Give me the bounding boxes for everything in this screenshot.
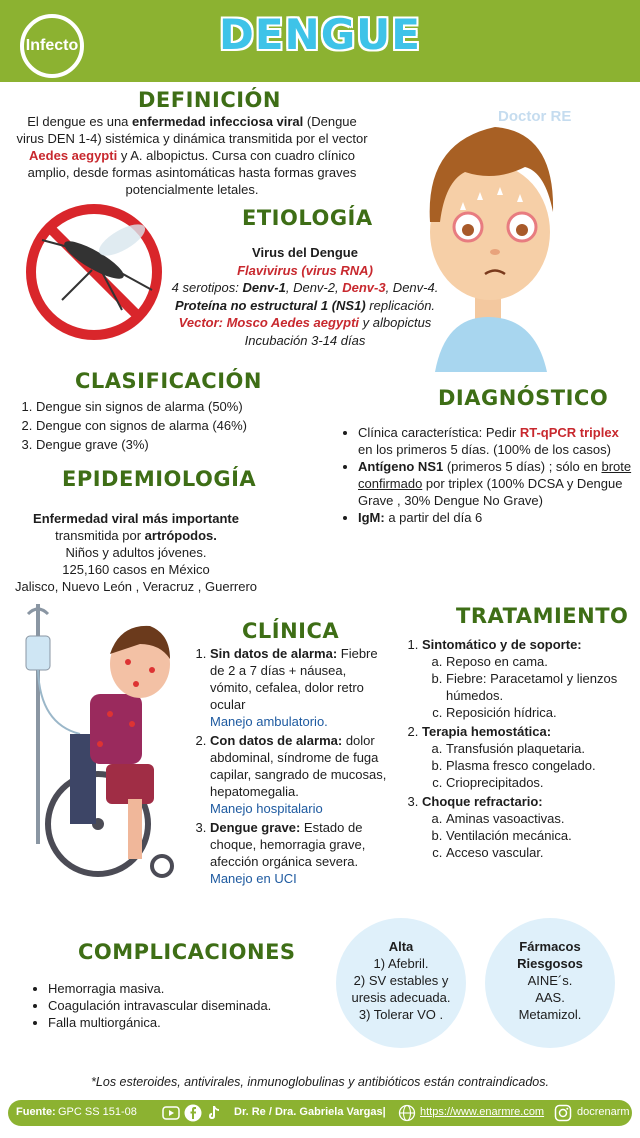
page-title: DENGUE: [219, 10, 421, 59]
etiologia-line2: Flavivirus (virus RNA): [237, 262, 373, 278]
tratamiento-list: [402, 636, 638, 863]
trat-item: a. Aminas vasoactivas.: [446, 810, 638, 827]
clasificacion-item: 3. Dengue grave (3%): [36, 436, 306, 453]
complicaciones-list: [30, 980, 310, 1031]
diagnostico-item: [358, 424, 636, 458]
definicion-text: [14, 113, 370, 198]
dx-i2a: Antígeno NS1: [358, 459, 444, 474]
epi-l4: 125,160 casos en México: [62, 562, 210, 577]
complicacion-item: • Hemorragia masiva.: [48, 980, 310, 997]
alta-l3: 3) Tolerar VO .: [358, 1007, 444, 1022]
clinica-c1b: Fiebre de 2 a 7 días + náusea, vómito, cefalea, dolor retro ocular: [210, 646, 378, 712]
trat-item: c. Acceso vascular.: [446, 844, 638, 861]
epi-l5: Jalisco, Nuevo León , Veracruz , Guerrero: [14, 579, 258, 594]
etiologia-l6: Incubación 3-14 días: [244, 332, 366, 348]
trat-item: a. Reposo en cama.: [446, 653, 638, 670]
dx-i3a: IgM:: [358, 510, 385, 525]
dx-i1c: en los primeros 5 días. (100% de los casos): [358, 442, 611, 457]
footer-bar: [8, 1100, 632, 1126]
tiktok-icon[interactable]: [206, 1104, 224, 1122]
trat-s2: Terapia hemostática:: [422, 724, 552, 739]
epidemiologia-heading: EPIDEMIOLOGÍA: [62, 467, 257, 491]
clasificacion-heading: CLASIFICACIÓN: [75, 369, 262, 393]
trat-item: b. Plasma fresco congelado.: [446, 757, 638, 774]
farmacos-l1: AINE´s.: [527, 973, 573, 988]
definicion-t2: (Dengue virus DEN 1-4) sistémica y dinámica transmitida por el vector: [16, 114, 368, 146]
dx-i2c: brote confirmado: [358, 459, 632, 491]
dx-i1b: RT-qPCR triplex: [519, 425, 619, 440]
tratamiento-section: [422, 793, 638, 861]
dx-i2d: por triplex (100% DCSA y Dengue Grave , 30% Dengue No Grave): [358, 476, 623, 508]
clinica-c2c: Manejo hospitalario: [210, 801, 323, 816]
clinica-item: [210, 645, 390, 730]
etiologia-l3c: , Denv-2,: [285, 280, 343, 295]
complicacion-item: • Falla multiorgánica.: [48, 1014, 310, 1031]
etiologia-l3a: 4 serotipos:: [171, 280, 243, 295]
globe-icon: [398, 1104, 416, 1122]
etiologia-l3d: Denv-3: [342, 280, 386, 295]
trat-s3: Choque refractario:: [422, 794, 543, 809]
footer-authors: Dr. Re / Dra. Gabriela Vargas|: [234, 1106, 386, 1118]
instagram-icon[interactable]: [554, 1104, 572, 1122]
dx-i3b: a partir del día 6: [384, 510, 483, 525]
wheelchair-patient-illustration: [10, 604, 185, 884]
etiologia-heading: ETIOLOGÍA: [242, 206, 373, 230]
trat-item: c. Crioprecipitados.: [446, 774, 638, 791]
clasificacion-list: [16, 398, 306, 455]
diagnostico-heading: DIAGNÓSTICO: [438, 386, 609, 410]
complicacion-item: • Coagulación intravascular diseminada.: [48, 997, 310, 1014]
etiologia-line1: Virus del Dengue: [252, 245, 358, 260]
etiologia-l5b: y albopictus: [359, 315, 432, 330]
clinica-c3a: Dengue grave:: [210, 820, 301, 835]
definicion-heading: DEFINICIÓN: [138, 88, 281, 112]
definicion-t1: El dengue es una: [27, 114, 133, 129]
trat-item: b. Ventilación mecánica.: [446, 827, 638, 844]
farmacos-l3: Metamizol.: [518, 1007, 582, 1022]
trat-item: c. Reposición hídrica.: [446, 704, 638, 721]
complicaciones-heading: COMPLICACIONES: [78, 940, 296, 964]
footer-fuente: GPC SS 151-08: [58, 1106, 137, 1118]
trat-item: a. Transfusión plaquetaria.: [446, 740, 638, 757]
etiologia-l4a: Proteína no estructural 1 (NS1): [174, 297, 366, 313]
clinica-c3c: Manejo en UCI: [210, 871, 297, 886]
farmacos-l2: AAS.: [535, 990, 565, 1005]
youtube-icon[interactable]: [162, 1104, 180, 1122]
badge-label: Infecto: [25, 37, 79, 54]
alta-title: Alta: [388, 939, 414, 954]
footer-url-link[interactable]: https://www.enarmre.com: [420, 1106, 545, 1118]
clinica-item: [210, 732, 390, 817]
sick-boy-illustration: [425, 112, 595, 372]
etiologia-l5a: Vector: Mosco Aedes aegypti: [178, 315, 360, 330]
tratamiento-section: [422, 636, 638, 721]
clinica-c1c: Manejo ambulatorio.: [210, 714, 328, 729]
diagnostico-list: [340, 424, 636, 526]
contraindication-note: *Los esteroides, antivirales, inmunoglobulinas y antibióticos están contraindicados.: [91, 1075, 549, 1089]
clinica-heading: CLÍNICA: [242, 619, 340, 643]
clinica-item: [210, 819, 390, 887]
etiologia-l3e: , Denv-4.: [385, 280, 439, 295]
trat-s1: Sintomático y de soporte:: [422, 637, 582, 652]
dx-i2b: (primeros 5 días) ; sólo en: [443, 459, 602, 474]
trat-item: b. Fiebre: Paracetamol y lienzos húmedos.: [446, 670, 638, 704]
farmacos-title: Fármacos Riesgosos: [517, 939, 583, 971]
clinica-c1a: Sin datos de alarma:: [210, 646, 338, 661]
footer-handle[interactable]: docrenarm: [577, 1106, 630, 1118]
diagnostico-item: [358, 458, 636, 509]
clinica-c2a: Con datos de alarma:: [210, 733, 343, 748]
dx-i1a: Clínica característica: Pedir: [358, 425, 520, 440]
alta-circle: [336, 918, 466, 1048]
definicion-bold: enfermedad infecciosa viral: [132, 114, 304, 129]
footer-fuente-label: Fuente:: [16, 1106, 56, 1118]
epi-l3: Niños y adultos jóvenes.: [65, 545, 207, 560]
epi-l2a: transmitida por: [55, 528, 145, 543]
definicion-vector: Aedes aegypti: [29, 148, 118, 163]
tratamiento-section: [422, 723, 638, 791]
etiologia-l3b: Denv-1: [242, 280, 286, 295]
clasificacion-item: 2. Dengue con signos de alarma (46%): [36, 417, 306, 434]
clinica-list: [190, 645, 390, 889]
epi-l1: Enfermedad viral más importante: [33, 511, 239, 526]
farmacos-circle: [485, 918, 615, 1048]
etiologia-text: [160, 244, 450, 349]
facebook-icon[interactable]: [184, 1104, 202, 1122]
epi-l2b: artrópodos.: [144, 528, 217, 543]
alta-l2: 2) SV estables y uresis adecuada.: [351, 973, 451, 1005]
diagnostico-item: [358, 509, 636, 526]
watermark: Doctor RE: [498, 108, 572, 125]
alta-l1: 1) Afebril.: [373, 956, 429, 971]
etiologia-l4b: replicación.: [365, 297, 436, 313]
tratamiento-heading: TRATAMIENTO: [456, 604, 629, 628]
forbidden-mosquito-icon: [22, 200, 167, 345]
definicion-t3: y A. albopictus. Cursa con cuadro clínico amplio, desde formas asintomáticas hasta formas graves potencialmente letales.: [27, 148, 357, 197]
clinica-c3b: Estado de choque, hemorragia grave, afección orgánica severa.: [210, 820, 366, 869]
clinica-c2b: dolor abdominal, síndrome de fuga capilar, sangrado de mucosas, hepatomegalia.: [210, 733, 387, 799]
epidemiologia-text: [0, 510, 272, 595]
clasificacion-item: 1. Dengue sin signos de alarma (50%): [36, 398, 306, 415]
